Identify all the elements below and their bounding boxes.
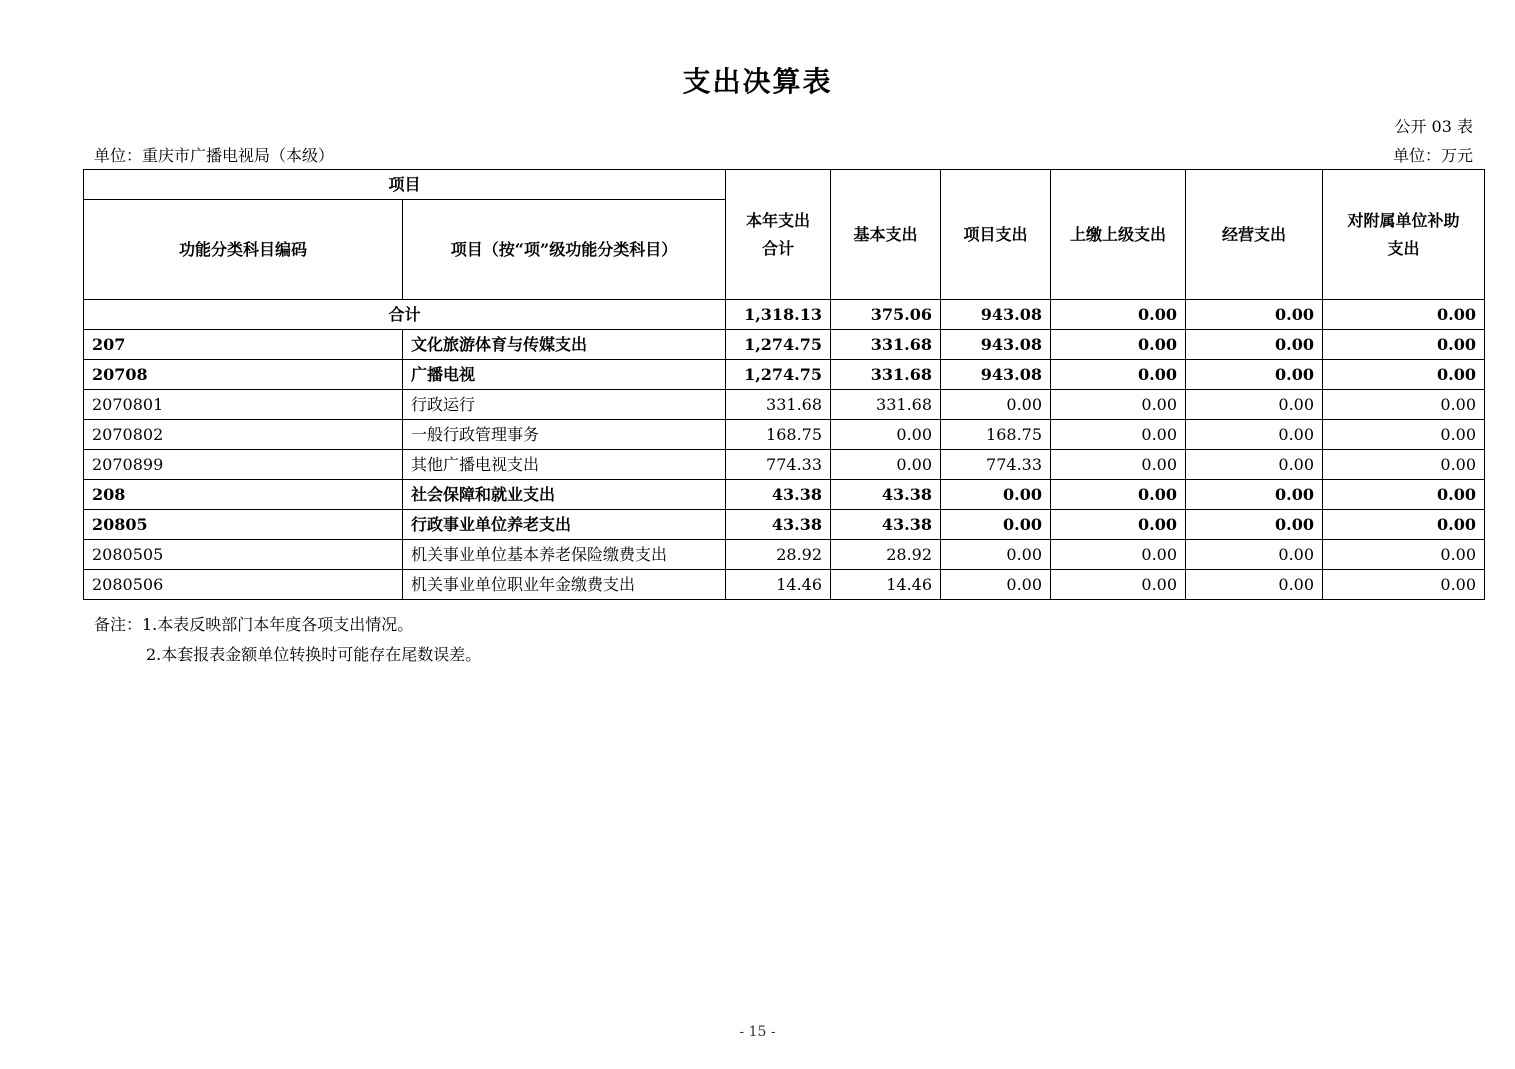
header-total xyxy=(726,170,831,300)
row-value: 0.00 xyxy=(1323,450,1485,480)
row-code: 20805 xyxy=(84,510,403,540)
header-operating: 经营支出 xyxy=(1186,170,1323,300)
row-value: 168.75 xyxy=(941,420,1051,450)
row-value: 0.00 xyxy=(1051,390,1186,420)
row-value: 0.00 xyxy=(1186,450,1323,480)
row-value: 0.00 xyxy=(1051,360,1186,390)
row-code: 2080506 xyxy=(84,570,403,600)
table-row xyxy=(84,450,1485,480)
row-value: 0.00 xyxy=(1051,450,1186,480)
row-name: 其他广播电视支出 xyxy=(403,450,726,480)
total-value: 0.00 xyxy=(1051,300,1186,330)
row-value: 28.92 xyxy=(726,540,831,570)
row-name: 一般行政管理事务 xyxy=(403,420,726,450)
row-value: 0.00 xyxy=(831,420,941,450)
total-value: 0.00 xyxy=(1186,300,1323,330)
row-value: 0.00 xyxy=(1186,570,1323,600)
unit-currency: 单位：万元 xyxy=(1392,146,1473,165)
row-value: 0.00 xyxy=(1186,330,1323,360)
form-number: 公开 03 表 xyxy=(1394,117,1473,136)
row-value: 331.68 xyxy=(831,330,941,360)
table-row xyxy=(84,420,1485,450)
row-value: 43.38 xyxy=(831,510,941,540)
row-code: 208 xyxy=(84,480,403,510)
header-upper: 上缴上级支出 xyxy=(1051,170,1186,300)
table-row xyxy=(84,510,1485,540)
total-label: 合计 xyxy=(84,300,726,330)
row-value: 43.38 xyxy=(726,510,831,540)
header-code: 功能分类科目编码 xyxy=(84,200,403,300)
row-value: 43.38 xyxy=(726,480,831,510)
row-value: 0.00 xyxy=(1186,360,1323,390)
header-total-line2: 合计 xyxy=(762,238,795,258)
row-value: 0.00 xyxy=(1323,330,1485,360)
row-name: 机关事业单位职业年金缴费支出 xyxy=(403,570,726,600)
page-number: - 15 - xyxy=(739,1024,776,1040)
row-value: 331.68 xyxy=(726,390,831,420)
row-code: 2070899 xyxy=(84,450,403,480)
row-value: 331.68 xyxy=(831,390,941,420)
row-name: 文化旅游体育与传媒支出 xyxy=(403,330,726,360)
row-value: 943.08 xyxy=(941,360,1051,390)
header-name: 项目（按“项”级功能分类科目） xyxy=(403,200,726,300)
table-row xyxy=(84,540,1485,570)
row-value: 14.46 xyxy=(726,570,831,600)
row-value: 0.00 xyxy=(1323,570,1485,600)
row-value: 43.38 xyxy=(831,480,941,510)
row-value: 0.00 xyxy=(831,450,941,480)
expenditure-table xyxy=(83,169,1485,600)
row-value: 774.33 xyxy=(726,450,831,480)
total-value: 943.08 xyxy=(941,300,1051,330)
row-name: 行政运行 xyxy=(403,390,726,420)
row-value: 943.08 xyxy=(941,330,1051,360)
row-value: 0.00 xyxy=(1323,510,1485,540)
unit-organization: 单位：重庆市广播电视局（本级） xyxy=(94,146,335,165)
row-value: 331.68 xyxy=(831,360,941,390)
row-value: 0.00 xyxy=(1051,480,1186,510)
row-value: 0.00 xyxy=(1323,540,1485,570)
row-code: 2070801 xyxy=(84,390,403,420)
row-value: 0.00 xyxy=(1323,390,1485,420)
table-row xyxy=(84,390,1485,420)
row-value: 28.92 xyxy=(831,540,941,570)
row-value: 0.00 xyxy=(1051,420,1186,450)
row-name: 机关事业单位基本养老保险缴费支出 xyxy=(403,540,726,570)
row-name: 行政事业单位养老支出 xyxy=(403,510,726,540)
row-value: 0.00 xyxy=(1051,330,1186,360)
page-title: 支出决算表 xyxy=(682,65,833,98)
total-value: 375.06 xyxy=(831,300,941,330)
row-value: 168.75 xyxy=(726,420,831,450)
total-value: 0.00 xyxy=(1323,300,1485,330)
notes xyxy=(94,610,481,670)
row-value: 0.00 xyxy=(941,510,1051,540)
note-line-2: 2.本套报表金额单位转换时可能存在尾数误差。 xyxy=(146,645,482,664)
note-line-1: 备注：1.本表反映部门本年度各项支出情况。 xyxy=(94,615,414,634)
row-value: 0.00 xyxy=(941,480,1051,510)
row-value: 0.00 xyxy=(1323,420,1485,450)
row-value: 0.00 xyxy=(941,540,1051,570)
row-value: 0.00 xyxy=(941,570,1051,600)
total-row xyxy=(84,300,1485,330)
row-value: 0.00 xyxy=(1186,480,1323,510)
table-row xyxy=(84,360,1485,390)
row-value: 0.00 xyxy=(1186,420,1323,450)
row-value: 0.00 xyxy=(1051,510,1186,540)
row-value: 0.00 xyxy=(1186,390,1323,420)
header-subsidy-line2: 支出 xyxy=(1387,238,1420,258)
row-code: 2080505 xyxy=(84,540,403,570)
row-name: 社会保障和就业支出 xyxy=(403,480,726,510)
header-subsidy-line1: 对附属单位补助 xyxy=(1347,210,1460,230)
header-subsidy xyxy=(1323,170,1485,300)
row-value: 0.00 xyxy=(1186,510,1323,540)
row-value: 0.00 xyxy=(1323,480,1485,510)
row-value: 0.00 xyxy=(1051,540,1186,570)
table-row xyxy=(84,480,1485,510)
row-code: 2070802 xyxy=(84,420,403,450)
header-basic: 基本支出 xyxy=(831,170,941,300)
row-value: 0.00 xyxy=(1186,540,1323,570)
header-project: 项目 xyxy=(84,170,726,200)
row-value: 1,274.75 xyxy=(726,360,831,390)
row-code: 20708 xyxy=(84,360,403,390)
row-value: 0.00 xyxy=(1323,360,1485,390)
header-total-line1: 本年支出 xyxy=(746,210,811,230)
table-row xyxy=(84,330,1485,360)
row-name: 广播电视 xyxy=(403,360,726,390)
row-code: 207 xyxy=(84,330,403,360)
header-project-expense: 项目支出 xyxy=(941,170,1051,300)
row-value: 0.00 xyxy=(1051,570,1186,600)
row-value: 1,274.75 xyxy=(726,330,831,360)
total-value: 1,318.13 xyxy=(726,300,831,330)
row-value: 774.33 xyxy=(941,450,1051,480)
table-row xyxy=(84,570,1485,600)
row-value: 0.00 xyxy=(941,390,1051,420)
row-value: 14.46 xyxy=(831,570,941,600)
